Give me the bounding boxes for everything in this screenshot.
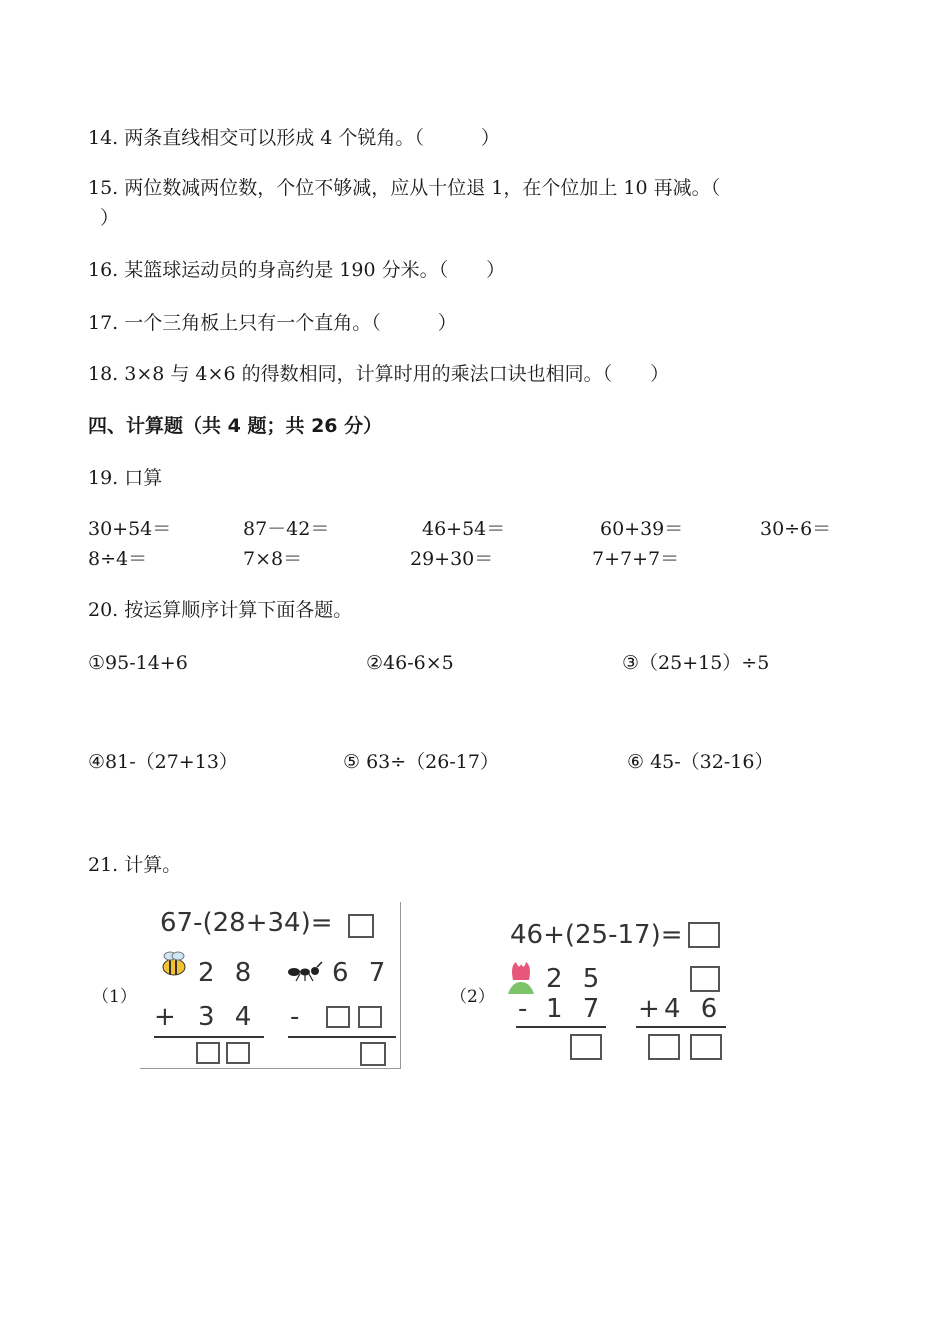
- fig2-top-left: 2 5: [546, 964, 606, 994]
- question-19-title: 19. 口算: [88, 467, 163, 489]
- answer-box[interactable]: [688, 922, 720, 948]
- answer-box[interactable]: [360, 1042, 386, 1066]
- answer-box[interactable]: [358, 1006, 382, 1028]
- oral-item: 7+7+7＝: [592, 548, 680, 570]
- fig1-bottom-left: 3 4: [198, 1002, 258, 1032]
- fig1-top-left: 2 8: [198, 958, 258, 988]
- oral-item: 60+39＝: [600, 518, 684, 540]
- question-20-title: 20. 按运算顺序计算下面各题。: [88, 599, 353, 621]
- divider-line: [288, 1036, 396, 1038]
- question-15-paren: ）: [100, 207, 120, 229]
- divider-line: [154, 1036, 264, 1038]
- question-14: 14. 两条直线相交可以形成 4 个锐角。（ ）: [88, 127, 500, 149]
- fig2-bottom-right: 4 6: [664, 994, 724, 1024]
- divider-line: [636, 1026, 726, 1028]
- fig2-op-right: +: [638, 994, 660, 1024]
- oral-item: 8÷4＝: [88, 548, 148, 570]
- fig1-expression: 67-(28+34)=: [160, 908, 333, 938]
- order-item: ④81-（27+13）: [88, 751, 238, 773]
- section-heading: 四、计算题（共 4 题；共 26 分）: [88, 415, 383, 437]
- fig1-top-right: 6 7: [332, 958, 392, 988]
- oral-item: 29+30＝: [410, 548, 494, 570]
- fig2-expression: 46+(25-17)=: [510, 920, 683, 950]
- oral-item: 7×8＝: [243, 548, 303, 570]
- question-21-title: 21. 计算。: [88, 854, 182, 876]
- answer-box[interactable]: [196, 1042, 220, 1064]
- order-item: ⑤ 63÷（26-17）: [343, 751, 499, 773]
- order-item: ⑥ 45-（32-16）: [627, 751, 774, 773]
- fig1-op-left: +: [154, 1002, 176, 1032]
- answer-box[interactable]: [326, 1006, 350, 1028]
- answer-box[interactable]: [348, 914, 374, 938]
- order-item: ③（25+15）÷5: [622, 652, 770, 674]
- question-16: 16. 某篮球运动员的身高约是 190 分米。（ ）: [88, 259, 506, 281]
- oral-item: 30+54＝: [88, 518, 172, 540]
- question-17: 17. 一个三角板上只有一个直角。（ ）: [88, 312, 457, 334]
- question-15: 15. 两位数减两位数，个位不够减，应从十位退 1，在个位加上 10 再减。（: [88, 177, 721, 199]
- question-18: 18. 3×8 与 4×6 的得数相同，计算时用的乘法口诀也相同。（ ）: [88, 363, 670, 385]
- ant-icon: [286, 960, 326, 982]
- order-item: ②46-6×5: [366, 652, 454, 674]
- sub-label-1: （1）: [92, 987, 137, 1007]
- fig2-op-left: -: [518, 994, 528, 1024]
- answer-box[interactable]: [648, 1034, 680, 1060]
- fig1-op-right: -: [290, 1002, 300, 1032]
- answer-box[interactable]: [226, 1042, 250, 1064]
- sub-label-2: （2）: [450, 987, 495, 1007]
- answer-box[interactable]: [690, 966, 720, 992]
- figure-1: [140, 902, 401, 1069]
- oral-item: 30÷6＝: [760, 518, 832, 540]
- fig2-bottom-left: 1 7: [546, 994, 606, 1024]
- answer-box[interactable]: [570, 1034, 602, 1060]
- oral-item: 87－42＝: [243, 518, 330, 540]
- order-item: ①95-14+6: [88, 652, 188, 674]
- oral-item: 46+54＝: [422, 518, 506, 540]
- flower-icon: [504, 960, 538, 996]
- divider-line: [516, 1026, 606, 1028]
- figure-2: [500, 912, 740, 1072]
- answer-box[interactable]: [690, 1034, 722, 1060]
- bee-icon: [156, 950, 190, 980]
